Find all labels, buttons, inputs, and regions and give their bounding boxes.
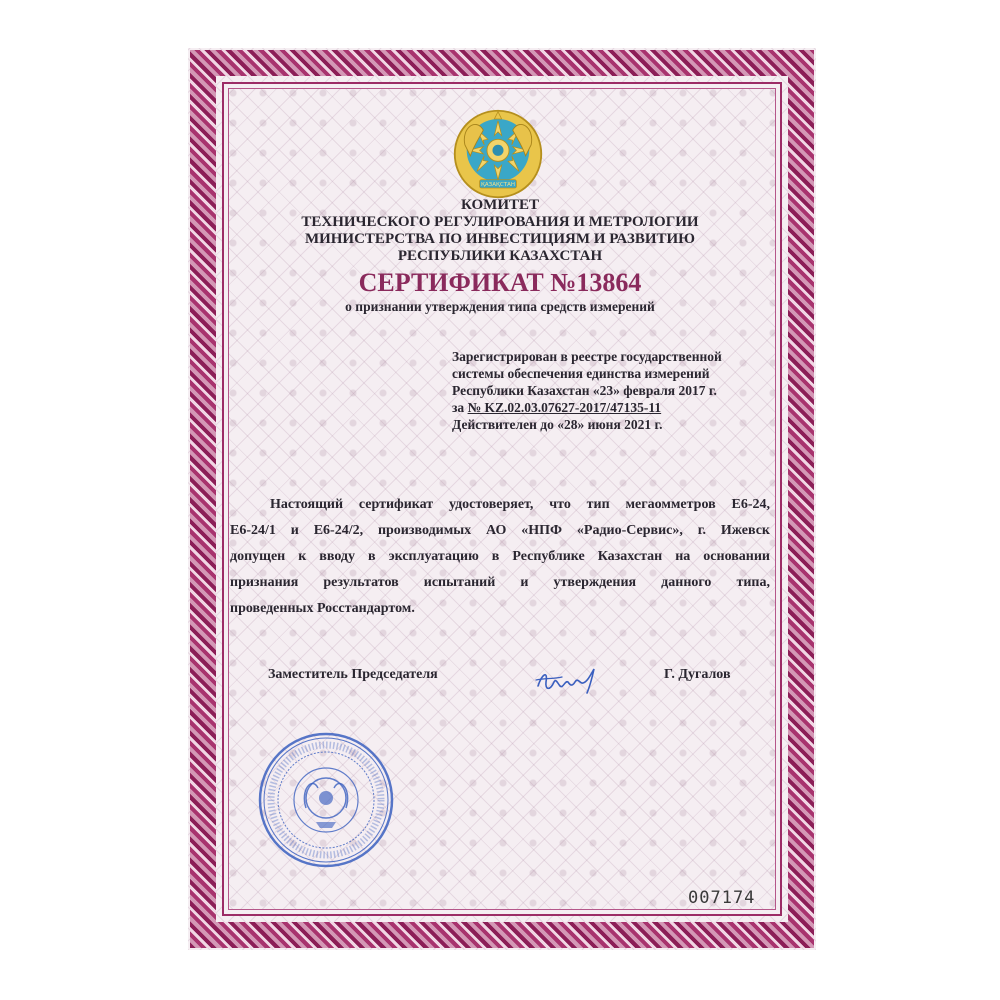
committee-line: КОМИТЕТ xyxy=(460,197,539,213)
registry-line: системы обеспечения единства измерений xyxy=(452,366,710,381)
body-line: Настоящий сертификат удостоверяет, что тип мегаомметров Е6-24, xyxy=(270,497,770,512)
registry-number-prefix: за xyxy=(452,400,468,415)
state-emblem-icon xyxy=(452,108,544,200)
body-line: проведенных Росстандартом. xyxy=(230,601,415,616)
body-line: признания результатов испытаний и утверждения данного типа, xyxy=(230,575,770,590)
committee-line: МИНИСТЕРСТВА ПО ИНВЕСТИЦИЯМ И РАЗВИТИЮ xyxy=(304,231,696,247)
body-line: Е6-24/1 и Е6-24/2, производимых АО «НПФ «Радио-Сервис», г. Ижевск xyxy=(230,523,770,538)
registry-block xyxy=(452,348,782,433)
official-seal-icon xyxy=(256,730,396,870)
registry-number-line xyxy=(452,399,782,416)
certificate-title: СЕРТИФИКАТ №13864 xyxy=(358,268,642,297)
certificate-body xyxy=(230,492,770,622)
signatory-name: Г. Дугалов xyxy=(664,667,731,682)
registry-number: № KZ.02.03.07627-2017/47135-11 xyxy=(467,400,662,415)
validity-line: Действителен до «28» июня 2021 г. xyxy=(452,417,663,432)
registry-line: Республики Казахстан «23» февраля 2017 г. xyxy=(452,383,717,398)
committee-line: РЕСПУБЛИКИ КАЗАХСТАН xyxy=(397,248,603,264)
serial-number: 007174 xyxy=(688,888,756,908)
handwritten-signature xyxy=(532,660,604,700)
committee-header xyxy=(240,197,760,265)
registry-line: Зарегистрирован в реестре государственной xyxy=(452,349,722,364)
committee-line: ТЕХНИЧЕСКОГО РЕГУЛИРОВАНИЯ И МЕТРОЛОГИИ xyxy=(301,214,699,230)
emblem-text: ҚАЗАҚСТАН xyxy=(480,182,516,189)
certificate-subtitle: о признании утверждения типа средств измерений xyxy=(345,299,655,314)
body-line: допущен к вводу в эксплуатацию в Республике Казахстан на основании xyxy=(230,549,770,564)
signatory-role: Заместитель Председателя xyxy=(268,667,438,682)
